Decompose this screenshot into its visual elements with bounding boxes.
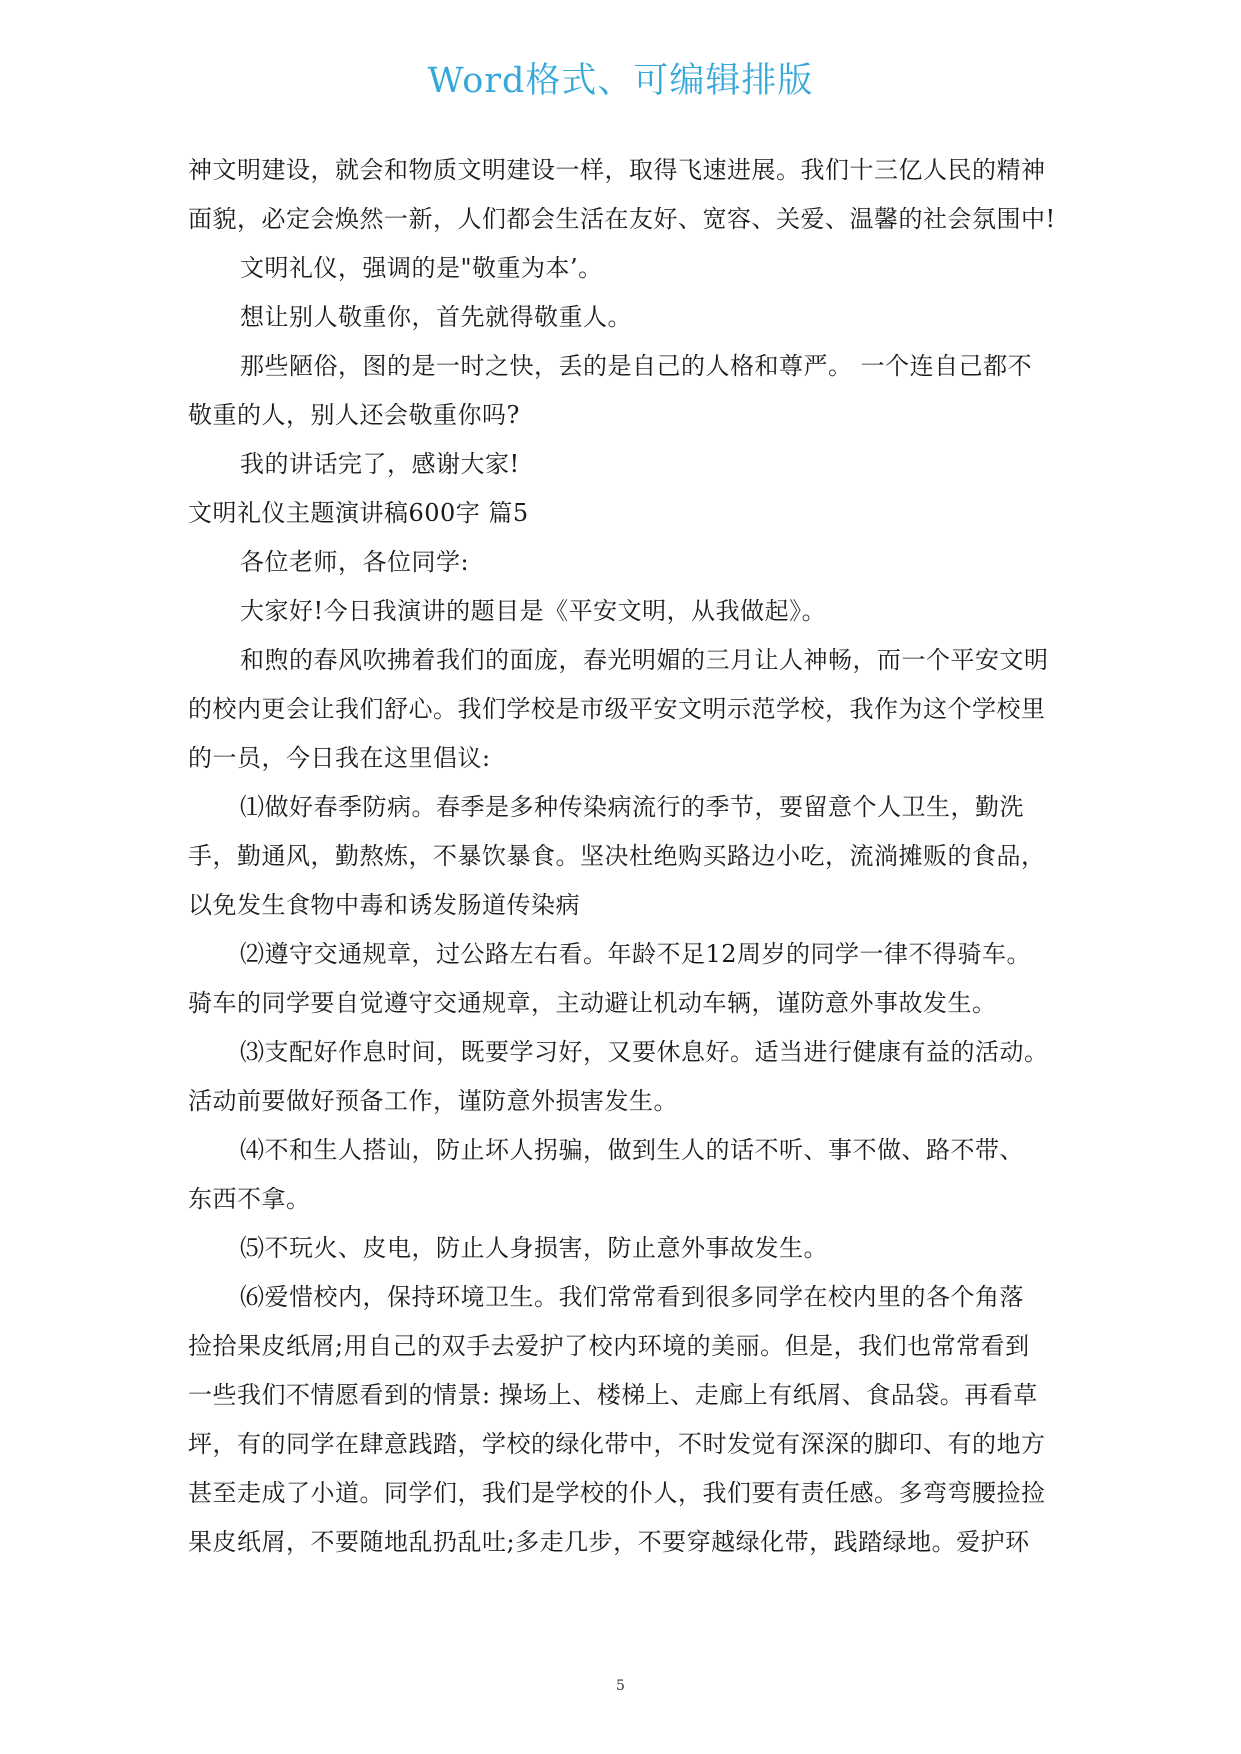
body-line: 以免发生食物中毒和诱发肠道传染病 [188,891,580,919]
body-line: 那些陋俗，图的是一时之快，丢的是自己的人格和尊严。 一个连自己都不 [240,352,1033,380]
document-body [188,154,1054,1575]
body-line: 面貌，必定会焕然一新，人们都会生活在友好、宽容、关爱、温馨的社会氛围中! [188,205,1056,233]
body-line: 坪，有的同学在肆意践踏，学校的绿化带中，不时发觉有深深的脚印、有的地方 [188,1430,1046,1458]
body-line: 的校内更会让我们舒心。我们学校是市级平安文明示范学校，我作为这个学校里 [188,695,1046,723]
body-line: 果皮纸屑，不要随地乱扔乱吐;多走几步，不要穿越绿化带，践踏绿地。爱护环 [188,1528,1030,1556]
section-heading: 文明礼仪主题演讲稿600字 篇5 [188,499,529,527]
body-line: 敬重的人，别人还会敬重你吗? [188,401,520,429]
body-line: 活动前要做好预备工作，谨防意外损害发生。 [188,1087,678,1115]
body-line: 甚至走成了小道。同学们，我们是学校的仆人，我们要有责任感。多弯弯腰捡捡 [188,1479,1046,1507]
body-line: 我的讲话完了，感谢大家! [240,450,520,478]
body-line: 大家好!今日我演讲的题目是《平安文明，从我做起》。 [240,597,827,625]
body-line: 东西不拿。 [188,1185,311,1213]
body-line: ⑸不玩火、皮电，防止人身损害，防止意外事故发生。 [240,1234,828,1262]
body-line: 和煦的春风吹拂着我们的面庞，春光明媚的三月让人神畅，而一个平安文明 [240,646,1049,674]
body-line: 的一员，今日我在这里倡议: [188,744,491,772]
body-line: 神文明建设，就会和物质文明建设一样，取得飞速进展。我们十三亿人民的精神 [188,156,1046,184]
body-line: ⑷不和生人搭讪，防止坏人拐骗，做到生人的话不听、事不做、路不带、 [240,1136,1024,1164]
body-line: 文明礼仪，强调的是"敬重为本’。 [240,254,603,282]
body-line: ⑹爱惜校内，保持环境卫生。我们常常看到很多同学在校内里的各个角落 [240,1283,1024,1311]
body-line: ⑴做好春季防病。春季是多种传染病流行的季节，要留意个人卫生，勤洗 [240,793,1024,821]
body-line: 骑车的同学要自觉遵守交通规章，主动避让机动车辆，谨防意外事故发生。 [188,989,997,1017]
body-line: 手，勤通风，勤熬炼，不暴饮暴食。坚决杜绝购买路边小吃，流淌摊贩的食品， [188,842,1046,870]
body-line: 各位老师，各位同学: [240,548,470,576]
body-line: ⑵遵守交通规章，过公路左右看。年龄不足12周岁的同学一律不得骑车。 [240,940,1032,968]
body-line: 一些我们不情愿看到的情景: 操场上、楼梯上、走廊上有纸屑、食品袋。再看草 [188,1381,1038,1409]
body-line: ⑶支配好作息时间，既要学习好，又要休息好。适当进行健康有益的活动。 [240,1038,1049,1066]
page-number: 5 [616,1678,625,1694]
body-line: 捡拾果皮纸屑;用自己的双手去爱护了校内环境的美丽。但是，我们也常常看到 [188,1332,1030,1360]
body-line: 想让别人敬重你，首先就得敬重人。 [240,303,632,331]
document-header-title: Word格式、可编辑排版 [427,61,814,101]
